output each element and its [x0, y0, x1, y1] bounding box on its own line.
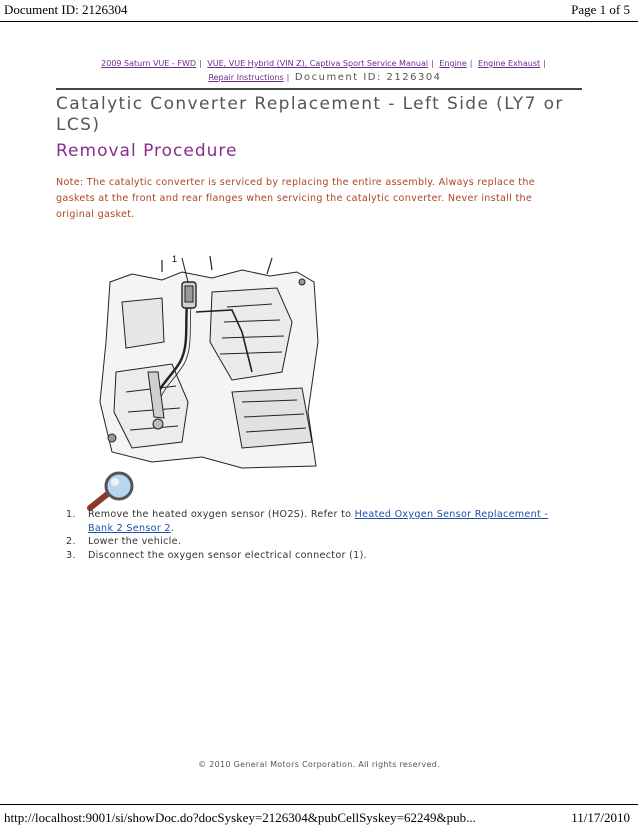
step-1-text: Remove the heated oxygen sensor (HO2S). Refer to	[88, 509, 355, 520]
link-heated-oxygen-sensor-replacement[interactable]: Heated Oxygen Sensor Replacement - Bank 2 Sensor 2	[88, 509, 549, 534]
step-2	[56, 535, 576, 549]
breadcrumb-link-vehicle[interactable]: 2009 Saturn VUE - FWD	[101, 59, 197, 68]
breadcrumb-link-repair-instructions[interactable]: Repair Instructions	[208, 73, 284, 82]
step-2-text: Lower the vehicle.	[88, 536, 182, 547]
engine-exhaust-illustration	[92, 252, 322, 470]
section-heading-removal-procedure: Removal Procedure	[56, 141, 238, 161]
note-text: Note: The catalytic converter is serviced by replacing the entire assembly. Always replace the gaskets at the front and rear flanges when servicing the catalytic converter. Never install the original gasket.	[56, 177, 535, 220]
page-footer-url: http://localhost:9001/si/showDoc.do?docSyskey=2126304&pubCellSyskey=62249&pub...	[4, 810, 476, 825]
footer-divider	[0, 804, 638, 805]
breadcrumb-link-engine[interactable]: Engine	[439, 59, 467, 68]
step-1	[56, 508, 576, 535]
page-title: Catalytic Converter Replacement - Left Side (LY7 or LCS)	[56, 94, 564, 135]
breadcrumb-separator: |	[431, 59, 434, 68]
breadcrumb-separator: |	[543, 59, 546, 68]
breadcrumb-separator: |	[469, 59, 473, 68]
step-number: 3.	[66, 549, 76, 561]
page-header-doc-id: Document ID: 2126304	[4, 2, 128, 17]
step-1-end: .	[170, 522, 175, 534]
page-header-page-number: Page 1 of 5	[571, 2, 630, 17]
breadcrumb-separator: |	[199, 59, 202, 68]
step-number: 2.	[66, 536, 76, 547]
page-footer-date: 11/17/2010	[571, 810, 630, 825]
step-3-text: Disconnect the oxygen sensor electrical connector (1).	[88, 549, 367, 561]
figure-callout-1: 1	[172, 254, 178, 264]
breadcrumb	[70, 57, 580, 85]
removal-steps-list	[56, 508, 576, 562]
copyright-notice: © 2010 General Motors Corporation. All rights reserved.	[198, 760, 440, 769]
title-divider	[56, 88, 582, 90]
breadcrumb-link-engine-exhaust[interactable]: Engine Exhaust	[478, 59, 541, 68]
step-number: 1.	[66, 509, 76, 520]
step-3	[56, 549, 576, 563]
header-divider	[0, 21, 638, 22]
breadcrumb-link-manual[interactable]: VUE, VUE Hybrid (VIN Z), Captiva Sport Service Manual	[207, 59, 429, 68]
breadcrumb-doc-id: Document ID: 2126304	[294, 72, 442, 83]
breadcrumb-separator: |	[286, 73, 290, 82]
